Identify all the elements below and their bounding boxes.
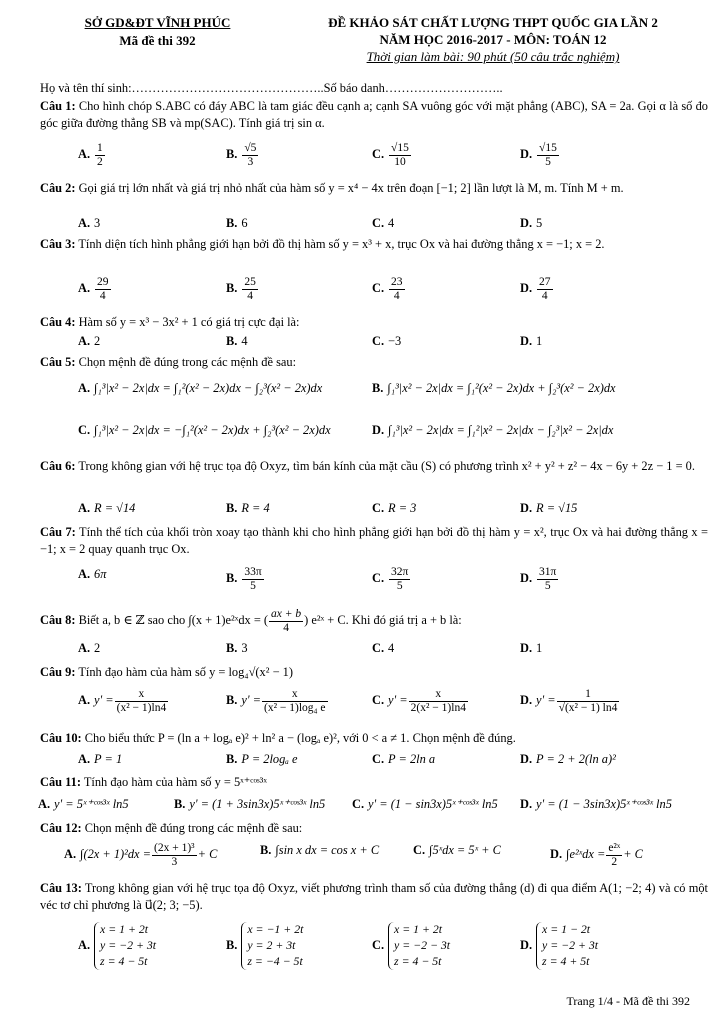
question-6: Câu 6: Trong không gian với hệ trục tọa độ Oxyz, tìm bán kính của mặt cầu (S) có phương trình x² + y² + z² − 4x − 6y + 2z − 1 = 0. <box>40 459 695 473</box>
option-c[interactable]: C. y' = (1 − sin3x)5ˣ⁺ᶜᵒˢ³ˣ ln5 <box>352 797 498 811</box>
option-a[interactable]: A. P = 1 <box>78 752 123 766</box>
option-c[interactable]: C. R = 3 <box>372 501 417 515</box>
option-b[interactable]: B. ∫₁³|x² − 2x|dx = ∫₁²(x² − 2x)dx + ∫₂³(x² − 2x)dx <box>372 381 616 395</box>
option-b[interactable]: B. y' = (1 + 3sin3x)5ˣ⁺ᶜᵒˢ³ˣ ln5 <box>174 797 326 811</box>
option-d[interactable]: D. $\frac{31\pi}{5}$ <box>520 566 557 592</box>
school-year: NĂM HỌC 2016-2017 - MÔN: TOÁN 12 <box>379 32 607 48</box>
option-d[interactable]: D.x = 1 − 2t y = −2 + 3t z = 4 + 5t <box>520 922 599 968</box>
header-left <box>55 14 260 49</box>
option-a[interactable]: A. 3 <box>78 216 101 230</box>
question-11: Câu 11: Tính đạo hàm của hàm số y = 5ˣ⁺ᶜᵒˢ³ˣ <box>40 775 267 789</box>
option-b[interactable]: B. ∫sin x dx = cos x + C <box>260 843 380 857</box>
option-a[interactable]: A. y' = 5ˣ⁺ᶜᵒˢ³ˣ ln5 <box>38 797 129 811</box>
option-a[interactable]: A.x = 1 + 2t y = −2 + 3t z = 4 − 5t <box>78 922 157 968</box>
exam-code: Mã đề thi 392 <box>119 32 196 48</box>
option-b[interactable]: B. y' = $\frac{x}{\text{(x² − 1)log₄ e}}$ <box>226 688 326 714</box>
time-allowed: Thời gian làm bài: 90 phút (50 câu trắc nghiệm) <box>366 49 620 65</box>
question-3: Câu 3: Tính diện tích hình phẳng giới hạn bởi đồ thị hàm số y = x³ + x, trục Ox và hai đường thẳng x = −1; x = 2. <box>40 237 605 251</box>
page-footer: Trang 1/4 - Mã đề thi 392 <box>566 994 690 1008</box>
option-c[interactable]: C. 4 <box>372 216 395 230</box>
option-b[interactable]: B. 6 <box>226 216 248 230</box>
question-5: Câu 5: Chọn mệnh đề đúng trong các mệnh đề sau: <box>40 355 297 369</box>
option-b[interactable]: B. $\frac{33\pi}{5}$ <box>226 566 262 592</box>
option-a[interactable]: A. 2 <box>78 641 101 655</box>
question-9: Câu 9: Tính đạo hàm của hàm số y = log₄√(x² − 1) <box>40 665 293 679</box>
option-c[interactable]: C. P = 2ln a <box>372 752 436 766</box>
header-right <box>268 14 718 65</box>
student-info-line: Họ và tên thí sinh:………………………………………..Số báo danh……………………….. <box>40 81 503 95</box>
option-c[interactable]: C. ∫5ˣdx = 5ˣ + C <box>413 843 501 857</box>
option-b[interactable]: B. R = 4 <box>226 501 270 515</box>
question-13: Câu 13: Trong không gian với hệ trục tọa độ Oxyz, viết phương trình tham số của đường thẳng (d) đi qua điểm A(1; −2; 4) và có một véc tơ chỉ phương là u⃗(2; 3; −5). <box>40 881 708 912</box>
option-b[interactable]: B.x = −1 + 2t y = 2 + 3t z = −4 − 5t <box>226 922 304 968</box>
option-a[interactable]: A. y' = $\frac{x}{\text{(x² − 1)ln4}}$ <box>78 688 167 714</box>
option-c[interactable]: C. $\frac{√15}{10}$ <box>372 142 409 168</box>
option-d[interactable]: D. $\frac{√15}{5}$ <box>520 142 557 168</box>
option-d[interactable]: D. ∫e²ˣdx = $\frac{\text{e²ˣ}}{2}$ + C <box>550 842 643 868</box>
option-c[interactable]: C. ∫₁³|x² − 2x|dx = −∫₁²(x² − 2x)dx + ∫₂³(x² − 2x)dx <box>78 423 331 437</box>
question-4: Câu 4: Hàm số y = x³ − 3x² + 1 có giá trị cực đại là: <box>40 315 300 329</box>
option-b[interactable]: B. P = 2logₐ e <box>226 752 298 766</box>
option-b[interactable]: B. 4 <box>226 334 248 348</box>
option-a[interactable]: A. 2 <box>78 334 101 348</box>
option-d[interactable]: D. y' = $\frac{1}{\text{√(x² − 1) ln4}}$ <box>520 688 618 714</box>
department-name: SỞ GD&ĐT VĨNH PHÚC <box>84 15 231 30</box>
option-a[interactable]: A. $\frac{1}{2}$ <box>78 142 103 168</box>
option-d[interactable]: D. 1 <box>520 334 543 348</box>
option-c[interactable]: C. 4 <box>372 641 395 655</box>
option-a[interactable]: A. R = √14 <box>78 501 136 515</box>
option-c[interactable]: C. y' = $\frac{x}{\text{2(x² − 1)ln4}}$ <box>372 688 466 714</box>
option-b[interactable]: B. $\frac{√5}{3}$ <box>226 142 257 168</box>
option-d[interactable]: D. 1 <box>520 641 543 655</box>
question-8: Câu 8: Biết a, b ∈ ℤ sao cho ∫(x + 1)e²ˣdx = ( $\frac{ax + b}{4}$ ) e²ˣ + C. Khi đó giá trị a + b là: <box>40 608 462 634</box>
option-d[interactable]: D. $\frac{27}{4}$ <box>520 276 551 302</box>
question-2: Câu 2: Gọi giá trị lớn nhất và giá trị nhỏ nhất của hàm số y = x⁴ − 4x trên đoạn [−1; 2] lần lượt là M, m. Tính M + m. <box>40 181 624 195</box>
option-d[interactable]: D. R = √15 <box>520 501 578 515</box>
option-d[interactable]: D. P = 2 + 2(ln a)² <box>520 752 616 766</box>
option-d[interactable]: D. y' = (1 − 3sin3x)5ˣ⁺ᶜᵒˢ³ˣ ln5 <box>520 797 672 811</box>
option-a[interactable]: A. 6π <box>78 567 107 581</box>
question-1: Câu 1: Cho hình chóp S.ABC có đáy ABC là tam giác đều cạnh a; cạnh SA vuông góc với mặt phẳng (ABC), SA = 2a. Gọi α là số đo góc giữa đường thẳng SB và mp(SAC). Tính giá trị sin α. <box>40 99 708 130</box>
exam-title: ĐỀ KHẢO SÁT CHẤT LƯỢNG THPT QUỐC GIA LẦN 2 <box>328 15 658 30</box>
option-a[interactable]: A. $\frac{29}{4}$ <box>78 276 109 302</box>
option-d[interactable]: D. 5 <box>520 216 543 230</box>
option-d[interactable]: D. ∫₁³|x² − 2x|dx = ∫₁²|x² − 2x|dx − ∫₂³|x² − 2x|dx <box>372 423 614 437</box>
option-b[interactable]: B. 3 <box>226 641 248 655</box>
option-a[interactable]: A. ∫₁³|x² − 2x|dx = ∫₁²(x² − 2x)dx − ∫₂³(x² − 2x)dx <box>78 381 323 395</box>
question-12: Câu 12: Chọn mệnh đề đúng trong các mệnh đề sau: <box>40 821 303 835</box>
exam-header <box>0 14 725 74</box>
question-7: Câu 7: Tính thể tích của khối tròn xoay tạo thành khi cho hình phẳng giới hạn bởi đồ thị hàm y = x², trục Ox và hai đường thẳng x = −1; x = 2 quay quanh trục Ox. <box>40 525 709 556</box>
option-b[interactable]: B. $\frac{25}{4}$ <box>226 276 256 302</box>
question-10: Câu 10: Cho biểu thức P = (ln a + logₐ e)² + ln² a − (logₐ e)², với 0 < a ≠ 1. Chọn mệnh đề đúng. <box>40 731 516 745</box>
option-c[interactable]: C. −3 <box>372 334 402 348</box>
option-a[interactable]: A. ∫(2x + 1)²dx = $\frac{\text{(2x + 1)³}}{3}$ + C <box>64 842 218 868</box>
option-c[interactable]: C. $\frac{23}{4}$ <box>372 276 403 302</box>
option-c[interactable]: C.x = 1 + 2t y = −2 − 3t z = 4 − 5t <box>372 922 451 968</box>
option-c[interactable]: C. $\frac{32\pi}{5}$ <box>372 566 409 592</box>
